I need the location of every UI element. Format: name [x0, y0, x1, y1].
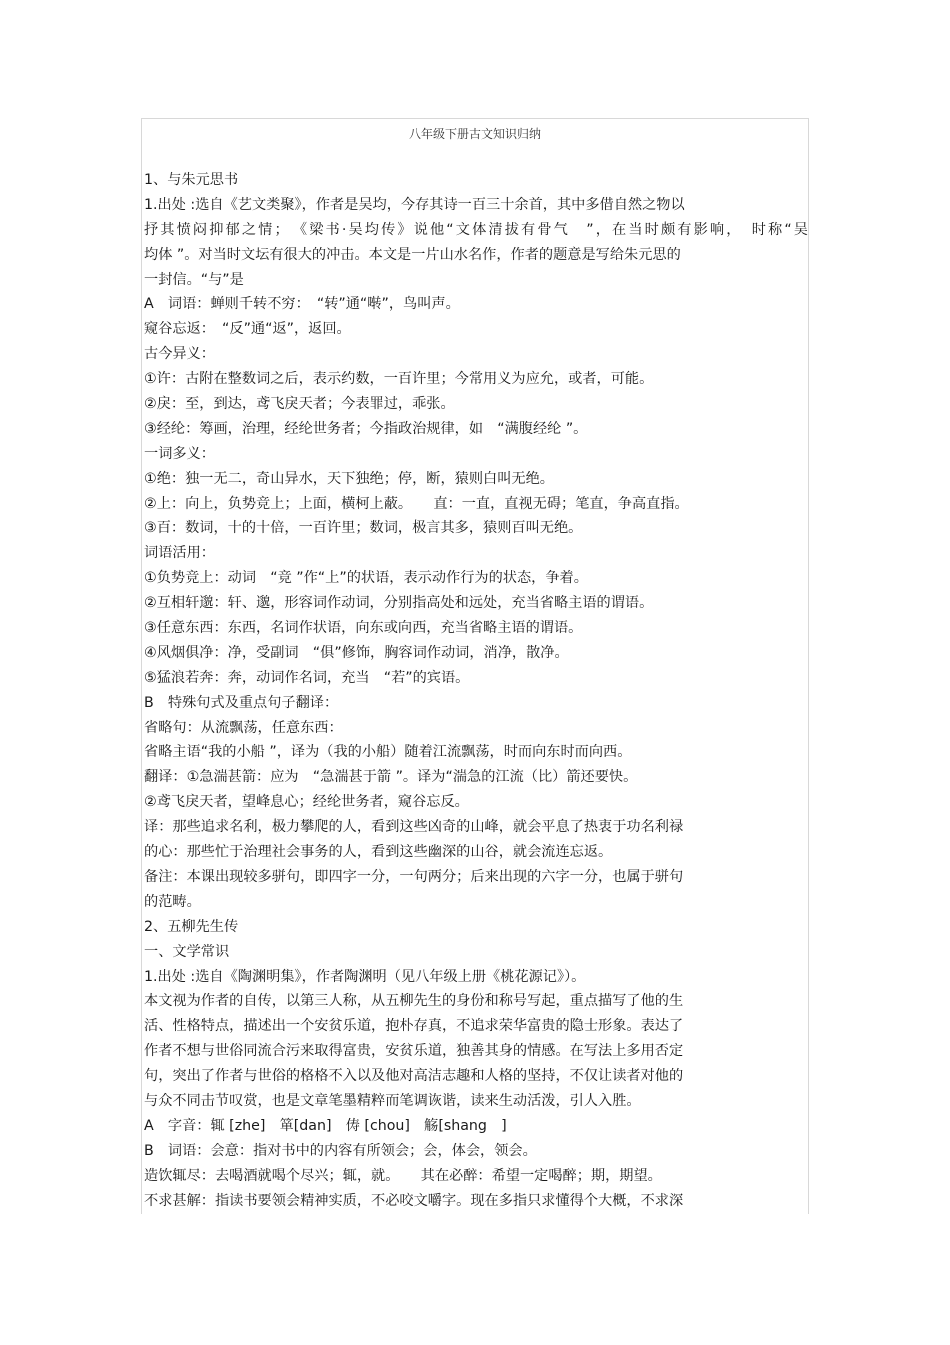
text-line: 省略句：从流飘荡，任意东西： — [144, 719, 343, 736]
text-line: 作者不想与世俗同流合污来取得富贵，安贫乐道，独善其身的情感。在写法上多用否定 — [144, 1043, 684, 1060]
text-line: B 特殊句式及重点句子翻译： — [144, 694, 339, 711]
text-line: 抒其愤闷抑郁之情； 《梁书·吴均传》说他“文体清拔有骨气 ”，在当时颇有影响， 时称“吴 — [144, 221, 808, 238]
text-line: 窥谷忘返： “反”通“返”，返回。 — [144, 321, 351, 338]
text-line: ①负势竞上：动词 “竞 ”作“上”的状语，表示动作行为的状态，争着。 — [144, 570, 588, 587]
text-line: ②互相轩邈：轩、邈，形容词作动词，分别指高处和远处，充当省略主语的谓语。 — [144, 595, 654, 612]
text-line: 1、与朱元思书 — [144, 172, 239, 188]
text-line: B 词语：会意：指对书中的内容有所领会；会，体会，领会。 — [144, 1142, 537, 1159]
text-line: ①绝：独一无二，奇山异水，天下独绝；停，断，猿则白叫无绝。 — [144, 470, 554, 487]
text-line: ③任意东西：东西，名词作状语，向东或向西，充当省略主语的谓语。 — [144, 620, 583, 637]
text-line: A 字音：辄 [zhe] 箪[dan] 俦 [chou] 觞[shang ] — [144, 1117, 507, 1134]
text-line: 古今异义： — [144, 346, 215, 363]
text-line: 活、性格特点，描述出一个安贫乐道，抱朴存真，不追求荣华富贵的隐士形象。表达了 — [144, 1018, 684, 1035]
text-line: ②鸢飞戾天者，望峰息心；经纶世务者，窥谷忘反。 — [144, 794, 469, 811]
text-line: 2、五柳先生传 — [144, 918, 239, 935]
text-line: 省略主语“我的小船 ”，译为（我的小船）随着江流飘荡，时而向东时而向西。 — [144, 744, 632, 761]
text-line: 一词多义： — [144, 445, 215, 462]
text-line: 1.出处 :选自《陶渊明集》，作者陶渊明（见八年级上册《桃花源记》）。 — [144, 968, 586, 985]
text-line: 一封信。“与”是 — [144, 271, 244, 288]
text-line: 与众不同击节叹赏，也是文章笔墨精粹而笔调诙谐，读来生动活泼，引人入胜。 — [144, 1092, 641, 1109]
text-line: 翻译：①急湍甚箭：应为 “急湍甚于箭 ”。译为“湍急的江流（比）箭还要快。 — [144, 769, 638, 786]
text-line: ①许：古附在整数词之后，表示约数，一百许里；今常用义为应允，或者，可能。 — [144, 371, 654, 388]
text-line: ④风烟俱净：净，受副词 “俱”修饰，胸容词作动词，消净，散净。 — [144, 644, 569, 661]
text-line: 1.出处 :选自《艺文类聚》，作者是吴均，今存其诗一百三十余首，其中多借自然之物以 — [144, 196, 685, 213]
text-line: ②上：向上，负势竞上；上面，横柯上蔽。 直：一直，直视无碍；笔直，争高直指。 — [144, 495, 689, 512]
text-line: ③百：数词，十的十倍，一百许里；数词，极言其多，猿则百叫无绝。 — [144, 520, 583, 537]
text-line: 的心：那些忙于治理社会事务的人，看到这些幽深的山谷，就会流连忘返。 — [144, 844, 613, 861]
text-line: 句，突出了作者与世俗的格格不入以及他对高洁志趣和人格的坚持，不仅让读者对他的 — [144, 1068, 684, 1085]
text-line: 造饮辄尽：去喝酒就喝个尽兴；辄，就。 其在必醉：希望一定喝醉；期，期望。 — [144, 1167, 662, 1184]
text-line: ⑤猛浪若奔：奔，动词作名词，充当 “若”的宾语。 — [144, 669, 470, 686]
text-line: 译：那些追求名利，极力攀爬的人，看到这些凶奇的山峰，就会平息了热衷于功名利禄 — [144, 819, 684, 836]
text-line: 备注：本课出现较多骈句，即四字一分，一句两分；后来出现的六字一分，也属于骈句 — [144, 868, 684, 885]
text-line: A 词语：蝉则千转不穷： “转”通“啭”，鸟叫声。 — [144, 296, 460, 313]
text-line: 本文视为作者的自传，以第三人称，从五柳先生的身份和称号写起，重点描写了他的生 — [144, 993, 684, 1010]
text-line: 不求甚解：指读书要领会精神实质，不必咬文嚼字。现在多指只求懂得个大概，不求深 — [144, 1192, 684, 1209]
text-line: ②戾：至，到达，鸢飞戾天者；今表罪过，乖张。 — [144, 396, 455, 413]
text-line: 均体 ”。对当时文坛有很大的冲击。本文是一片山水名作，作者的题意是写给朱元思的 — [144, 246, 681, 263]
text-line: 的范畴。 — [144, 893, 201, 910]
document-body — [144, 168, 808, 1213]
page-title: 八年级下册古文知识归纳 — [408, 127, 541, 141]
text-line: 词语活用： — [144, 545, 215, 562]
text-line: 一、文学常识 — [144, 943, 230, 960]
text-line: ③经纶：筹画，治理，经纶世务者；今指政治规律，如 “满腹经纶 ”。 — [144, 420, 588, 437]
